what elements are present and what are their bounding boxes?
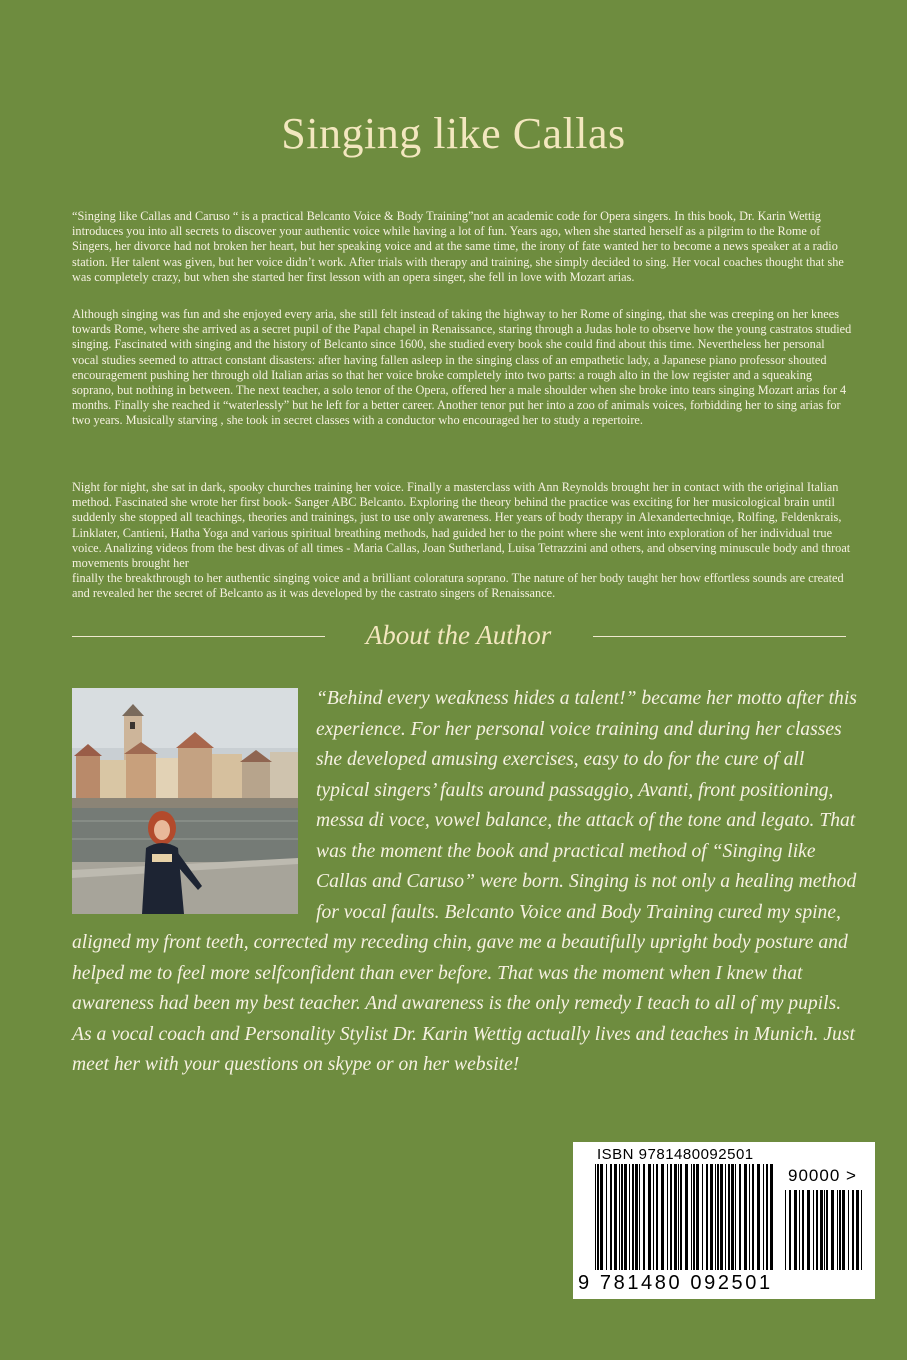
price-code: 90000 > [788,1166,857,1185]
description-paragraph-2: Although singing was fun and she enjoyed every aria, she still felt instead of taking the highway to her Rome of singing, that she was creeping on her knees towards Rome, where she arrived as a secret pupil of the Papal chapel in Renaissance, staring through a Judas hole to observe how the young castratos studied singing. Fascinated with singing and the history of Belcanto since 1600, she studied every book she could find about this time. Nevertheless her personal vocal studies seemed to attract constant disasters: after having fallen asleep in the singing class of an empathetic lady, a Japanese piano professor shouted encouragement pushing her through old Italian arias so that her voice broke completely into two parts: a rough alto in the low register and a squeaking soprano, but nothing in between. The next teacher, a solo tenor of the Opera, offered her a male shoulder when she broke into tears singing Mozart arias for 4 months. Finally she reached it “waterlessly” but he left for a better career. Another tenor put her into a zoo of animals voices, forbidding her to sing arias for two years. Musically starving , she took in secret classes with a conductor who encouraged her to study a repertoire. [72,307,852,428]
book-title: Singing like Callas [281,109,626,158]
description-paragraph-1: “Singing like Callas and Caruso “ is a practical Belcanto Voice & Body Training”not an academic code for Opera singers. In this book, Dr. Karin Wettig introduces you into all secrets to discover your authentic voice while having a lot of fun. Years ago, when she started herself as a pilgrim to the Rome of Singers, her divorce had not broken her heart, but her speaking voice and at the same time, the irony of fate wanted her to become a news speaker at a radio station. Her talent was given, but her voice didn’t work. After trials with therapy and training, she simply decided to sing. Her vocal coaches thought that she was completely crazy, but when she started her first lesson with an opera singer, she fell in love with Mozart arias. [72,209,844,284]
author-bio: “Behind every weakness hides a talent!” became her motto after this experience. For her personal voice training and during her classes she developed amusing exercises, easy to do for the cure of all typical singers’ faults around passaggio, Avanti, front positioning, messa di voce, vowel balance, the attack of the tone and legato. That was the moment the book and practical method of “Singing like Callas and Caruso” were born. Singing is not only a healing method for vocal faults. Belcanto Voice and Body Training cured my spine, aligned my front teeth, corrected my receding chin, gave me a beautifully upright body posture and helped me to feel more selfconfident than ever before. That was the moment when I knew that awareness had been my best teacher. And awareness is the only remedy I teach to all of my pupils. As a vocal coach and Personality Stylist Dr. Karin Wettig actually lives and teaches in Munich. Just meet her with your questions on skype or on her website! [72,688,857,1075]
isbn-barcode [573,1142,875,1299]
isbn-digits: 9 781480 092501 [578,1272,773,1294]
isbn-label: ISBN 9781480092501 [597,1146,754,1163]
divider-right [593,636,846,637]
description-paragraph-3: Night for night, she sat in dark, spooky churches training her voice. Finally a masterclass with Ann Reynolds brought her in contact with the original Italian method. Fascinated she wrote her first book- Sanger ABC Belcanto. Exploring the theory behind the practice was exciting for her musicological brain until suddenly she stopped all teachings, theories and trainings, just to use only awareness. Her years of body therapy in Alexandertechniqe, Rolfing, Feldenkrais, Linklater, Cantieni, Hatha Yoga and various spiritual breathing methods, had guided her to the point where she went into exploration of her individual true voice. Analizing videos from the best divas of all times - Maria Callas, Joan Sutherland, Luisa Tetrazzini and others, and observing minuscule body and throat movements brought her finally the breakthrough to her authentic singing voice and a brilliant coloratura soprano. The nature of her body taught her how effortless sounds are created and revealed her the secret of Belcanto as it was developed by the castrato singers of Renaissance. [72,480,851,601]
about-author-heading: About the Author [365,620,552,650]
